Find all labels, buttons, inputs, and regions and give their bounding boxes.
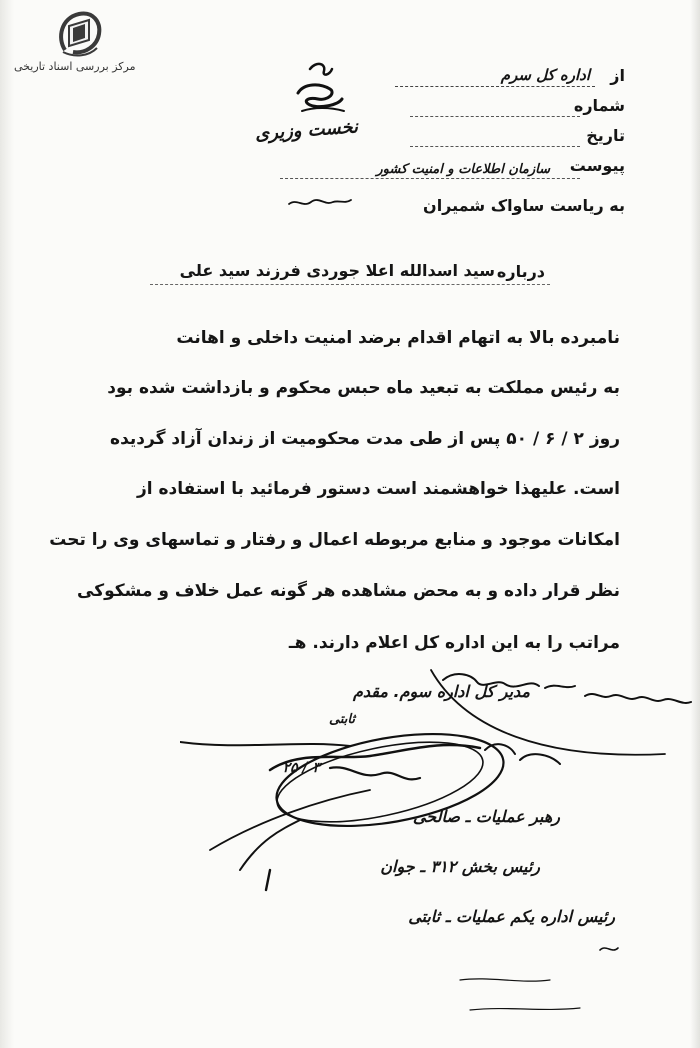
signatory-title: مدیر کل اداره سوم. مقدم — [352, 682, 530, 701]
signatory-name: رئیس بخش ۳۱۲ ـ جوان — [380, 857, 540, 876]
attachment-value: سازمان اطلاعات و امنیت کشور — [376, 162, 550, 177]
scan-left-edge — [0, 0, 14, 1048]
from-line — [395, 86, 595, 87]
body-line: نامبرده بالا به اتهام اقدام برضد امنیت داخلی و اهانت — [176, 328, 620, 348]
body-line: مراتب را به این اداره کل اعلام دارند. هـ — [288, 633, 620, 653]
signatory-name: رهبر عملیات ـ صالحی — [412, 807, 560, 826]
from-label: از — [610, 66, 625, 85]
handwritten-date: ۲۵ / ۳ — [282, 760, 320, 776]
body-line: است. علیهذا خواهشمند است دستور فرمائید با استفاده از — [136, 479, 620, 499]
recipient: به ریاست ساواک شمیران — [423, 196, 625, 215]
attachment-line — [280, 178, 580, 179]
body-line: نظر قرار داده و به محض مشاهده هر گونه عمل خلاف و مشکوکی — [77, 581, 620, 601]
subject-value: سید اسدالله اعلا جوردی فرزند سید علی — [179, 261, 495, 280]
date-line — [410, 146, 580, 147]
body-line: به رئیس مملکت به تبعید ماه حبس محکوم و بازداشت شده بود — [107, 378, 620, 398]
ministry-stamp: نخست وزیری — [254, 116, 359, 145]
scan-right-edge — [690, 0, 700, 1048]
handwritten-mark — [285, 192, 355, 214]
number-line — [410, 116, 580, 117]
body-line: روز ۲ / ۶ / ۵۰ پس از طی مدت محکومیت از زندان آزاد گردیده — [110, 429, 620, 449]
date-label: تاریخ — [586, 126, 625, 145]
handwritten-mark — [450, 940, 670, 1040]
subject-line — [150, 284, 550, 285]
signatory-name: رئیس اداره یکم عملیات ـ ثابتی — [408, 907, 615, 926]
attachment-label: پیوست — [569, 156, 625, 175]
handwritten-mark — [280, 55, 360, 125]
archive-logo-icon — [55, 8, 103, 60]
from-value: اداره کل سرم — [500, 66, 590, 84]
archive-watermark-text: مرکز بررسی اسناد تاریخی — [14, 60, 136, 73]
body-line: امکانات موجود و منابع مربوطه اعمال و رفتار و تماسهای وی را تحت — [49, 530, 620, 550]
subject-label: درباره — [496, 262, 545, 281]
signatory-sub: ثابتی — [329, 712, 355, 727]
number-label: شماره — [573, 96, 625, 115]
